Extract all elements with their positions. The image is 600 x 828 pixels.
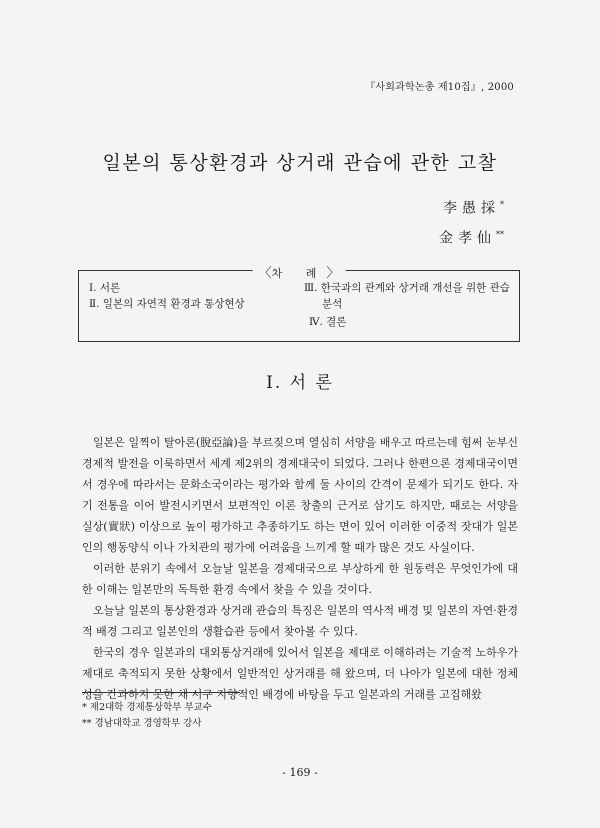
paragraph-3: 오늘날 일본의 통상환경과 상거래 관습의 특징은 일본의 역사적 배경 및 일본의 자연·환경적 배경 그리고 일본인의 생활습관 등에서 찾아볼 수 있다.	[82, 604, 518, 638]
footnotes	[82, 700, 212, 732]
paragraph-2: 이러한 분위기 속에서 오늘날 일본을 경제대국으로 부상하게 한 원동력은 무엇인가에 대한 이해는 일본만의 독특한 환경 속에서 찾을 수 있을 것이다.	[82, 562, 518, 596]
page-number: - 169 -	[282, 766, 318, 779]
toc-item-4: Ⅳ. 결론	[309, 316, 347, 328]
author-2	[439, 222, 504, 252]
author-list	[439, 192, 504, 251]
section-title: Ⅰ. 서 론	[266, 373, 334, 393]
author-1-mark: *	[500, 200, 504, 209]
toc-item-1: Ⅰ. 서론	[89, 282, 121, 294]
paragraph-1: 일본은 일찍이 탈아론(脫亞論)을 부르짖으며 열심히 서양을 배우고 따르는데 힘써 눈부신 경제적 발전을 이룩하면서 세계 제2위의 경제대국이 되었다. 그러나 한편으론 경제대국이면서 경우에 따라서는 문화소국이라는 평가와 함께 둘 사이의 간격이 문제가 되기도 한다. 자기 전통을 이어 발전시키면서 보편적인 이론 창출의 근거로 삼기도 하지만, 때로는 서양을 실상(實狀) 이상으로 높이 평가하고 추종하기도 하는 면이 있어 이러한 이중적 잣대가 일본인의 행동양식 이나 가치관의 평가에 어려움을 느끼게 할 때가 많은 것도 사실이다.	[82, 436, 518, 554]
right-bracket-icon: 〉	[326, 266, 340, 281]
toc-item-2: Ⅱ. 일본의 자연적 환경과 통상현상	[89, 298, 245, 310]
left-bracket-icon: 〈	[258, 266, 272, 281]
body-text	[82, 432, 518, 705]
author-2-name: 金孝仙	[439, 230, 496, 247]
journal-citation: 『사회과학논총 제10집』, 2000	[365, 82, 514, 93]
toc-item-3-cont: 분석	[322, 298, 343, 310]
paragraph-4: 한국의 경우 일본과의 대외통상거래에 있어서 일본을 제대로 이해하려는 기술적 노하우가 제대로 축적되지 못한 상황에서 일반적인 상거래를 해 왔으며, 더 나아가 일본에 대한 정체성을 간과하지 못한 채 서구 지향적인 배경에 바탕을 두고 일본과의 거래를 고집해왔	[82, 646, 518, 701]
footnote-1: * 제2대학 경제통상학부 부교수	[82, 702, 212, 713]
footnote-2: ** 경남대학교 경영학부 강사	[82, 718, 202, 729]
footnote-divider	[82, 692, 240, 693]
toc-heading-wrap	[253, 262, 346, 281]
toc-heading: 차 례	[271, 267, 327, 280]
toc-item-3: Ⅲ. 한국과의 관계와 상거래 개선을 위한 관습	[304, 282, 510, 294]
author-2-mark: **	[496, 229, 504, 239]
table-of-contents	[78, 266, 520, 342]
paper-title: 일본의 통상환경과 상거래 관습에 관한 고찰	[102, 152, 498, 174]
author-1-name: 李愚採	[443, 200, 500, 217]
author-1	[439, 192, 504, 222]
